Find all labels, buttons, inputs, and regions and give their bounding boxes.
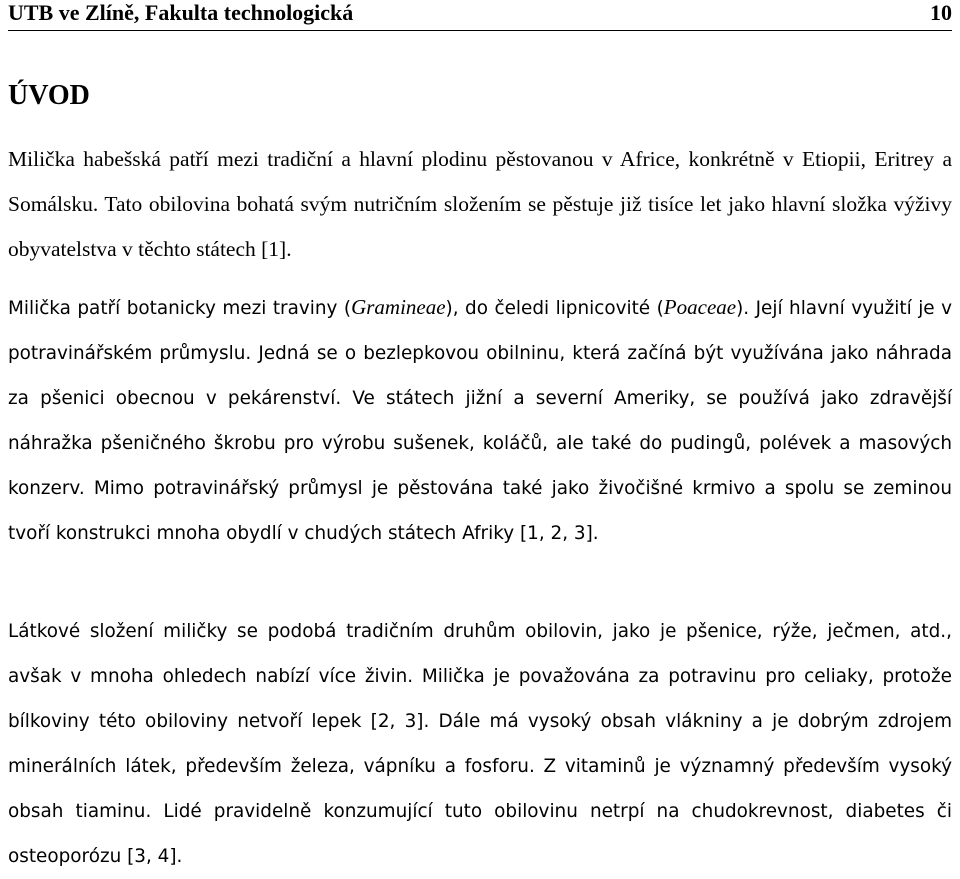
paragraph-2-part-c: ). Její hlavní využití je v potravinářském průmyslu. Jedná se o bezlepkovou obilninu, která začíná být využívána jako náhrada za pšenici obecnou v pekárenství. Ve státech jižní a severní Ameriky, se používá jako zdravější náhražka pšeničného škrobu pro výrobu sušenek, koláčů, ale také do pudingů, polévek a masových konzerv. Mimo potravinářský průmysl je pěstována také jako živočišné krmivo a spolu se zeminou tvoří konstrukci mnoha obydlí v chudých státech Afriky [1, 2, 3].: [8, 298, 952, 544]
header-page-number: 10: [930, 0, 952, 25]
latin-name-poaceae: Poaceae: [663, 295, 737, 319]
paragraph-2: [8, 285, 952, 556]
paragraph-2-part-b: ), do čeledi lipnicovité (: [445, 298, 664, 319]
paragraph-3: Látkové složení miličky se podobá tradičním druhům obilovin, jako je pšenice, rýže, ječmen, atd., avšak v mnoha ohledech nabízí více živin. Milička je považována za potravinu pro celiaky, protože bílkoviny této obiloviny netvoří lepek [2, 3]. Dále má vysoký obsah vlákniny a je dobrým zdrojem minerálních látek, především železa, vápníku a fosforu. Z vitaminů je významný především vysoký obsah tiaminu. Lidé pravidelně konzumující tuto obilovinu netrpí na chudokrevnost, diabetes či osteoporózu [3, 4].: [8, 621, 952, 867]
paragraph-2-part-a: Milička patří botanicky mezi traviny (: [8, 298, 352, 319]
running-header: [8, 0, 952, 28]
header-rule: [8, 30, 952, 31]
header-institution: UTB ve Zlíně, Fakulta technologická: [8, 0, 354, 25]
paragraph-1: Milička habešská patří mezi tradiční a hlavní plodinu pěstovanou v Africe, konkrétně v Etiopii, Eritrey a Somálsku. Tato obilovina bohatá svým nutričním složením se pěstuje již tisíce let jako hlavní složka výživy obyvatelstva v těchto státech [1].: [8, 147, 952, 261]
latin-name-gramineae: Gramineae: [351, 295, 446, 319]
section-title: ÚVOD: [8, 80, 90, 111]
